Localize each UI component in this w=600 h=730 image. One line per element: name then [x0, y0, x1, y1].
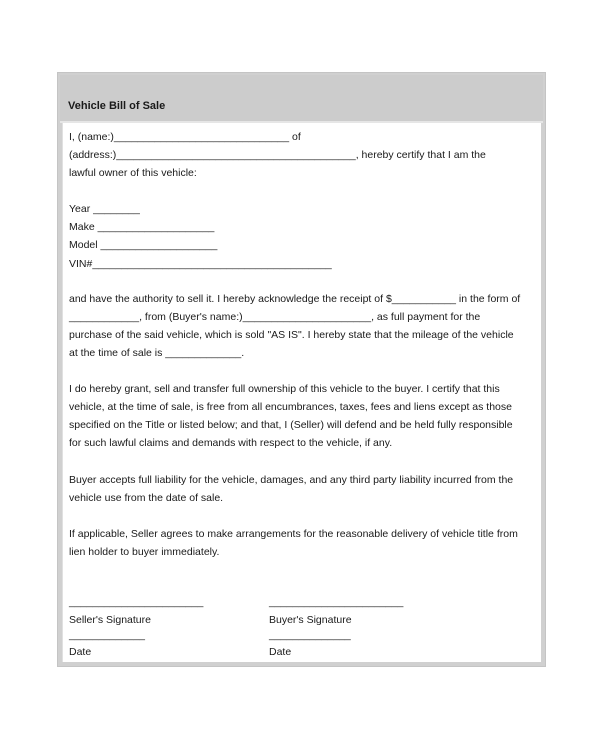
seller-signature-label: Seller's Signature: [69, 614, 151, 626]
transfer-paragraph-line: I do hereby grant, sell and transfer full ownership of this vehicle to the buyer. I certify that this: [69, 383, 500, 395]
vin-field: VIN#_________________________________________: [69, 258, 332, 270]
seller-date-label: Date: [69, 646, 92, 658]
bill-of-sale-document: [57, 72, 546, 667]
model-field: Model ____________________: [69, 239, 218, 251]
buyer-date-label: Date: [269, 646, 292, 658]
seller-date-line[interactable]: _____________: [69, 629, 145, 641]
document-header: [60, 75, 543, 123]
document-title: Vehicle Bill of Sale: [68, 100, 166, 112]
seller-signature-line[interactable]: _______________________: [69, 596, 204, 608]
buyer-signature-label: Buyer's Signature: [269, 614, 352, 626]
intro-ownership-line: lawful owner of this vehicle:: [69, 167, 197, 179]
liability-paragraph-line: Buyer accepts full liability for the vehicle, damages, and any third party liability incurred from the: [69, 474, 514, 486]
payment-paragraph-line: and have the authority to sell it. I hereby acknowledge the receipt of $___________ in the form of: [69, 293, 521, 305]
buyer-date-line[interactable]: ______________: [269, 629, 351, 641]
transfer-paragraph-line: for such lawful claims and demands with respect to the vehicle, if any.: [69, 437, 393, 449]
liability-paragraph-line: vehicle use from the date of sale.: [69, 492, 224, 504]
intro-name-line: I, (name:)______________________________ of: [69, 131, 301, 143]
make-field: Make ____________________: [69, 221, 215, 233]
payment-paragraph-line: purchase of the said vehicle, which is sold "AS IS". I hereby state that the mileage of the vehicle: [69, 329, 514, 341]
title-delivery-paragraph-line: If applicable, Seller agrees to make arrangements for the reasonable delivery of vehicle title from: [69, 528, 518, 540]
payment-paragraph-line: ____________, from (Buyer's name:)______________________, as full payment for the: [69, 311, 481, 323]
payment-paragraph-line: at the time of sale is _____________.: [69, 347, 245, 359]
transfer-paragraph-line: specified on the Title or listed below; and that, I (Seller) will defend and be held fully responsible: [69, 419, 513, 431]
transfer-paragraph-line: vehicle, at the time of sale, is free from all encumbrances, taxes, fees and liens except as those: [69, 401, 512, 413]
intro-address-line: (address:)_________________________________________, hereby certify that I am the: [69, 149, 486, 161]
year-field: Year ________: [69, 203, 140, 215]
buyer-signature-line[interactable]: _______________________: [269, 596, 404, 608]
document-body: [62, 123, 541, 662]
title-delivery-paragraph-line: lien holder to buyer immediately.: [69, 546, 220, 558]
